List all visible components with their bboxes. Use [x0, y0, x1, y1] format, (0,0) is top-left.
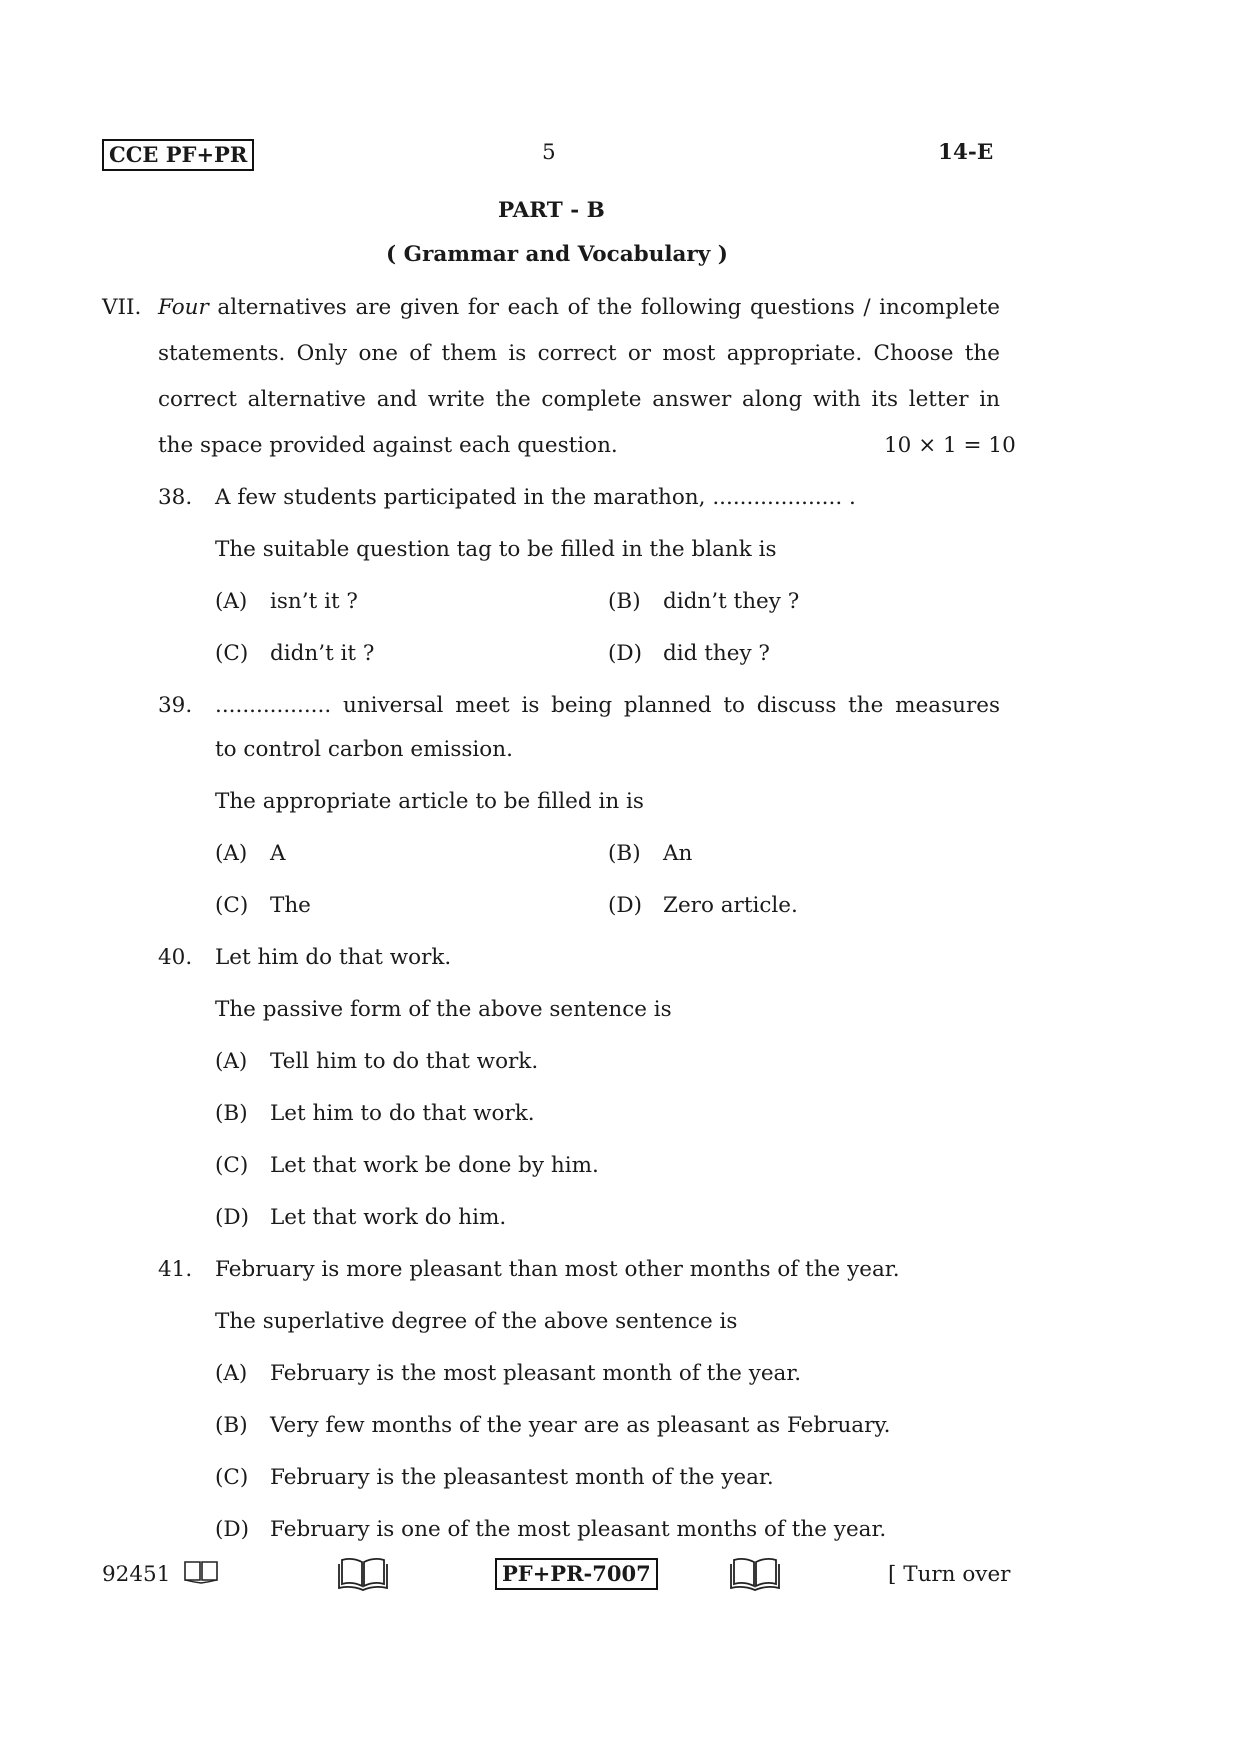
book-icon	[338, 1556, 388, 1592]
option-text: isn’t it ?	[270, 589, 358, 614]
footer-serial: 92451	[102, 1562, 171, 1587]
instruction-line-1	[158, 295, 1000, 320]
option-text: Very few months of the year are as pleasant as February.	[270, 1413, 891, 1438]
option-letter: (C)	[215, 1465, 249, 1490]
question-number: 40.	[158, 945, 193, 970]
paper-code: 14-E	[938, 140, 994, 165]
section-number: VII.	[102, 295, 142, 320]
option-text: The	[270, 893, 311, 918]
option-text: February is the most pleasant month of the year.	[270, 1361, 802, 1386]
option-letter: (B)	[215, 1101, 248, 1126]
part-title: PART - B	[498, 198, 605, 223]
question-prompt: The suitable question tag to be filled in the blank is	[215, 537, 777, 562]
question-text: Let him do that work.	[215, 945, 452, 970]
footer-code: PF+PR-7007	[495, 1558, 658, 1590]
page-number: 5	[542, 140, 556, 165]
option-text: February is the pleasantest month of the year.	[270, 1465, 774, 1490]
question-text: A few students participated in the marathon, ................... .	[215, 485, 856, 510]
instruction-line-4: the space provided against each question.	[158, 433, 618, 458]
marks: 10 × 1 = 10	[884, 433, 1016, 458]
option-letter: (C)	[215, 893, 249, 918]
question-number: 38.	[158, 485, 193, 510]
option-letter: (A)	[215, 589, 248, 614]
option-letter: (D)	[608, 641, 643, 666]
option-text: Let that work do him.	[270, 1205, 507, 1230]
option-text: February is one of the most pleasant months of the year.	[270, 1517, 887, 1542]
question-text: ................. universal meet is being planned to discuss the measures	[215, 693, 1000, 718]
option-letter: (B)	[608, 841, 641, 866]
question-prompt: The superlative degree of the above sentence is	[215, 1309, 738, 1334]
option-letter: (D)	[608, 893, 643, 918]
question-prompt: The passive form of the above sentence is	[215, 997, 672, 1022]
option-text: A	[270, 841, 286, 866]
option-letter: (D)	[215, 1517, 250, 1542]
question-text: February is more pleasant than most other months of the year.	[215, 1257, 900, 1282]
question-number: 39.	[158, 693, 193, 718]
instruction-line-3: correct alternative and write the complete answer along with its letter in	[158, 387, 1000, 412]
option-text: didn’t they ?	[663, 589, 800, 614]
option-text: Tell him to do that work.	[270, 1049, 539, 1074]
option-text: Zero article.	[663, 893, 798, 918]
part-subtitle: ( Grammar and Vocabulary )	[386, 242, 728, 267]
option-letter: (B)	[608, 589, 641, 614]
option-letter: (A)	[215, 1049, 248, 1074]
instruction-line-2: statements. Only one of them is correct or most appropriate. Choose the	[158, 341, 1000, 366]
option-letter: (C)	[215, 1153, 249, 1178]
series-code: CCE PF+PR	[102, 139, 254, 171]
option-text: An	[663, 841, 693, 866]
question-prompt: The appropriate article to be filled in is	[215, 789, 644, 814]
book-icon	[730, 1556, 780, 1592]
option-text: didn’t it ?	[270, 641, 375, 666]
instruction-italic: Four	[158, 295, 209, 320]
turn-over: [ Turn over	[888, 1562, 1011, 1587]
option-letter: (C)	[215, 641, 249, 666]
option-letter: (D)	[215, 1205, 250, 1230]
question-number: 41.	[158, 1257, 193, 1282]
book-icon	[183, 1558, 219, 1584]
option-letter: (A)	[215, 1361, 248, 1386]
option-text: Let that work be done by him.	[270, 1153, 599, 1178]
option-text: Let him to do that work.	[270, 1101, 535, 1126]
option-text: did they ?	[663, 641, 770, 666]
question-text-line-2: to control carbon emission.	[215, 737, 513, 762]
instruction-line-1-text: alternatives are given for each of the following questions / incomplete	[217, 295, 1000, 320]
option-letter: (A)	[215, 841, 248, 866]
option-letter: (B)	[215, 1413, 248, 1438]
